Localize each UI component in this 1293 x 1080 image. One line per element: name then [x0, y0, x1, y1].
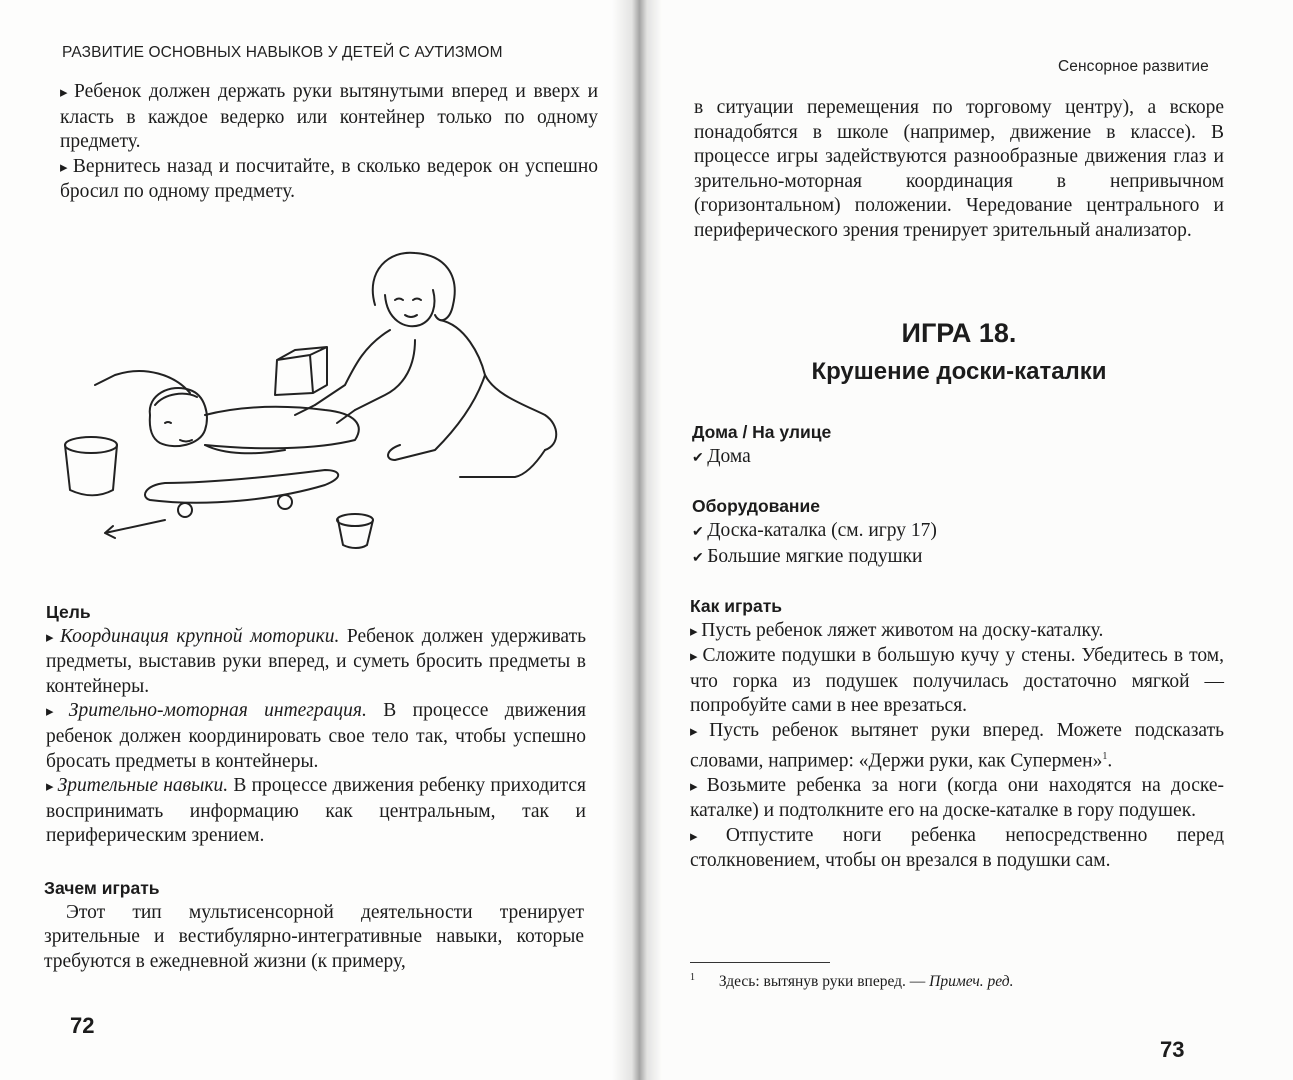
page-number-left: 72	[70, 1013, 95, 1038]
goal-section	[46, 600, 586, 849]
footnote	[690, 972, 1224, 991]
howto-heading: Как играть	[690, 596, 783, 616]
goal-heading: Цель	[46, 602, 91, 622]
goal-text: В процессе движения ребенку приходится воспринимать информацию как центральным, так и периферическим зрением.	[46, 775, 586, 847]
goal-item	[46, 774, 586, 849]
why-heading: Зачем играть	[44, 878, 160, 898]
howto-item: ▸ Пусть ребенок ляжет животом на доску-каталку.	[690, 619, 1224, 645]
intro-bullet: ▸ Ребенок должен держать руки вытянутыми вперед и вверх и класть в каждое ведерко или контейнер только по одному предмету.	[60, 80, 598, 155]
game-title: Крушение доски-каталки	[811, 358, 1107, 385]
intro-bullet: ▸ Вернитесь назад и посчитайте, в сколько ведерок он успешно бросил по одному предмету.	[60, 155, 598, 205]
intro-bullets	[60, 80, 598, 205]
running-head-right: Сенсорное развитие	[1058, 58, 1209, 75]
location-heading: Дома / На улице	[692, 422, 832, 442]
goal-text: В процессе движения ребенок должен координировать свое тело так, чтобы успешно бросать предметы в контейнеры.	[46, 700, 586, 772]
howto-section	[690, 594, 1224, 874]
location-section	[692, 420, 1224, 471]
footnote-marker: 1	[690, 972, 695, 983]
howto-item: ▸ Сложите подушки в большую кучу у стены. Убедитесь в том, что горка из подушек получилась достаточно мягкой — попробуйте сами в нее врезаться.	[690, 644, 1224, 719]
why-text: Этот тип мультисенсорной деятельности тренирует зрительные и вестибулярно-интегративные навыки, которые требуются в ежедневной жизни (к примеру,	[44, 901, 584, 972]
left-page	[0, 0, 632, 1080]
equipment-item: ✔ Большие мягкие подушки	[692, 545, 1224, 572]
illustration-scooter-board	[55, 245, 575, 565]
footnote-rule	[690, 962, 830, 963]
location-item: ✔ Дома	[692, 445, 1224, 472]
page-number-right: 73	[1160, 1037, 1185, 1062]
goal-item	[46, 699, 586, 774]
goal-term: Зрительные навыки.	[57, 775, 229, 797]
equipment-heading: Оборудование	[692, 496, 820, 516]
goal-term: Зрительно-моторная интеграция.	[68, 700, 367, 722]
howto-item: ▸ Пусть ребенок вытянет руки вперед. Можете подсказать словами, например: «Держи руки, как Супермен»$^1$.	[690, 719, 1224, 774]
howto-item: ▸ Отпустите ноги ребенка непосредственно перед столкновением, чтобы он врезался в подушки сам.	[690, 824, 1224, 874]
right-page	[632, 0, 1293, 1080]
goal-term: Координация крупной моторики.	[59, 625, 340, 647]
why-section	[44, 876, 584, 974]
book-gutter	[612, 0, 662, 1080]
footnote-text: Здесь: вытянув руки вперед. —	[718, 973, 930, 991]
howto-item-text: Пусть ребенок вытянет руки вперед. Можете подсказать словами, например: «Держи руки, как Супермен»	[690, 719, 1225, 772]
equipment-item: ✔ Доска-каталка (см. игру 17)	[692, 519, 1224, 546]
equipment-section	[692, 494, 1224, 572]
howto-item: ▸ Возьмите ребенка за ноги (когда они находятся на доске-каталке) и подтолкните его на доске-каталке в гору подушек.	[690, 774, 1224, 824]
game-number: ИГРА 18.	[901, 318, 1017, 348]
goal-text: Ребенок должен удерживать предметы, выставив руки вперед, и суметь бросить предметы в контейнеры.	[46, 625, 586, 697]
running-head-left: РАЗВИТИЕ ОСНОВНЫХ НАВЫКОВ У ДЕТЕЙ С АУТИЗМОМ	[62, 44, 503, 61]
goal-item	[46, 625, 586, 700]
continuation-text: в ситуации перемещения по торговому центру), а вскоре понадобятся в школе (например, движение в классе). В процессе игры задействуются разнообразные движения глаз и зрительно-моторная координация в непривычном (горизонтальном) положении. Чередование центрального и периферического зрения тренирует зрительный анализатор.	[694, 97, 1224, 241]
footnote-ref: 1	[1102, 750, 1108, 762]
footnote-italic: Примеч. ред.	[929, 973, 1014, 991]
